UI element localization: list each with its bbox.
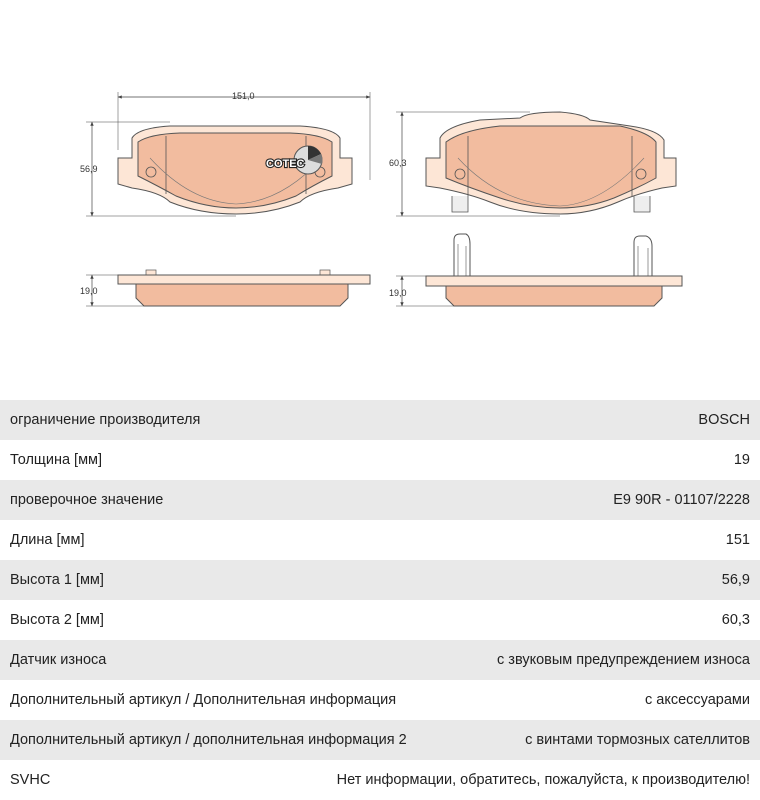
left-pad-front-view [80,91,370,216]
spec-row-test-value [0,480,760,520]
spec-row-height-2 [0,600,760,640]
spec-row-wear-sensor [0,640,760,680]
right-pad-front-view [389,112,676,216]
spec-row-length [0,520,760,560]
cotec-logo-text: COTEC [266,158,305,170]
specs-table [0,400,760,800]
spec-label: Дополнительный артикул / дополнительная информация 2 [10,732,407,748]
spec-label: Дополнительный артикул / Дополнительная информация [10,692,397,708]
spec-row-svhc [0,760,760,800]
dim-thickness-left-label: 19,0 [80,286,98,296]
spec-label: проверочное значение [10,492,164,508]
right-side-backing [426,276,682,286]
left-side-friction [136,284,348,306]
spec-label: SVHC [10,772,51,788]
spec-row-additional-info [0,680,760,720]
right-side-friction [446,286,662,306]
spec-value: 19 [733,452,750,468]
spec-value: E9 90R - 01107/2228 [613,492,750,508]
dim-height1-label: 56,9 [80,164,98,174]
dim-length-label: 151,0 [232,91,255,101]
spec-label: ограничение производителя [10,412,201,428]
spec-value: 56,9 [721,572,750,588]
left-side-backing [118,275,370,284]
spec-value: с винтами тормозных сателлитов [525,732,750,748]
spec-row-thickness [0,440,760,480]
spec-row-height-1 [0,560,760,600]
spec-label: Датчик износа [10,652,107,668]
spec-value: с звуковым предупреждением износа [497,652,750,668]
spec-row-additional-info-2 [0,720,760,760]
spec-value: 60,3 [721,612,750,628]
spec-value: Нет информации, обратитесь, пожалуйста, к производителю! [336,772,750,788]
dim-height2-label: 60,3 [389,158,407,168]
left-pad-side-view [80,270,370,306]
spec-label: Длина [мм] [10,532,85,548]
dim-thickness-right-label: 19,0 [389,288,407,298]
right-pad-side-view [389,234,682,306]
spec-value: BOSCH [698,412,750,428]
spec-value: с аксессуарами [644,692,750,708]
spec-label: Высота 2 [мм] [10,612,104,628]
spec-label: Высота 1 [мм] [10,572,104,588]
spec-label: Толщина [мм] [10,452,103,468]
spec-row-manufacturer-restriction [0,400,760,440]
spec-value: 151 [725,532,750,548]
